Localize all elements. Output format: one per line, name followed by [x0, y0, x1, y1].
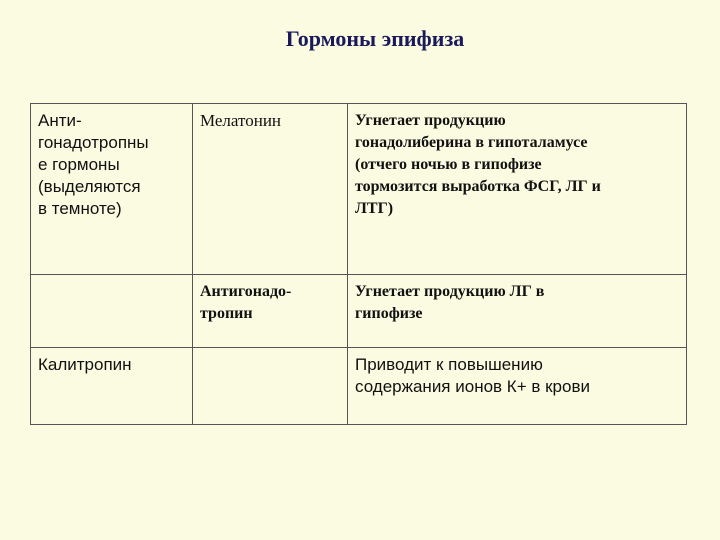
effect-text-line: ЛТГ) [355, 200, 394, 217]
group-text-line: е гормоны [38, 155, 120, 174]
hormones-table [30, 103, 687, 425]
effect-text-line: содержания ионов К+ в крови [355, 377, 590, 396]
hormone-cell [193, 348, 348, 425]
effect-text-line: гонадолиберина в гипоталамусе [355, 134, 588, 151]
group-cell [31, 275, 193, 348]
effect-text-line: тормозится выработка ФСГ, ЛГ и [355, 178, 601, 195]
group-text-line: гонадотропны [38, 133, 149, 152]
effect-text-line: Угнетает продукцию [355, 112, 506, 129]
effect-cell [348, 275, 687, 348]
effect-text-line: (отчего ночью в гипофизе [355, 156, 542, 173]
effect-cell [348, 348, 687, 425]
hormone-cell [193, 275, 348, 348]
page-title: Гормоны эпифиза [285, 26, 465, 51]
hormone-cell [193, 104, 348, 275]
effect-text-line: Угнетает продукцию ЛГ в [355, 283, 545, 300]
group-text-line: в темноте) [38, 199, 122, 218]
table-row [31, 348, 687, 425]
group-cell [31, 348, 193, 425]
table-row [31, 104, 687, 275]
group-text-line: Калитропин [38, 355, 132, 374]
effect-text-line: гипофизе [355, 305, 423, 322]
hormone-name: тропин [200, 305, 253, 322]
table-row [31, 275, 687, 348]
hormone-name: Антигонадо- [200, 283, 292, 300]
hormone-name: Мелатонин [200, 111, 282, 130]
group-text-line: (выделяются [38, 177, 141, 196]
group-cell [31, 104, 193, 275]
effect-text-line: Приводит к повышению [355, 355, 543, 374]
group-text-line: Анти- [38, 111, 82, 130]
effect-cell [348, 104, 687, 275]
